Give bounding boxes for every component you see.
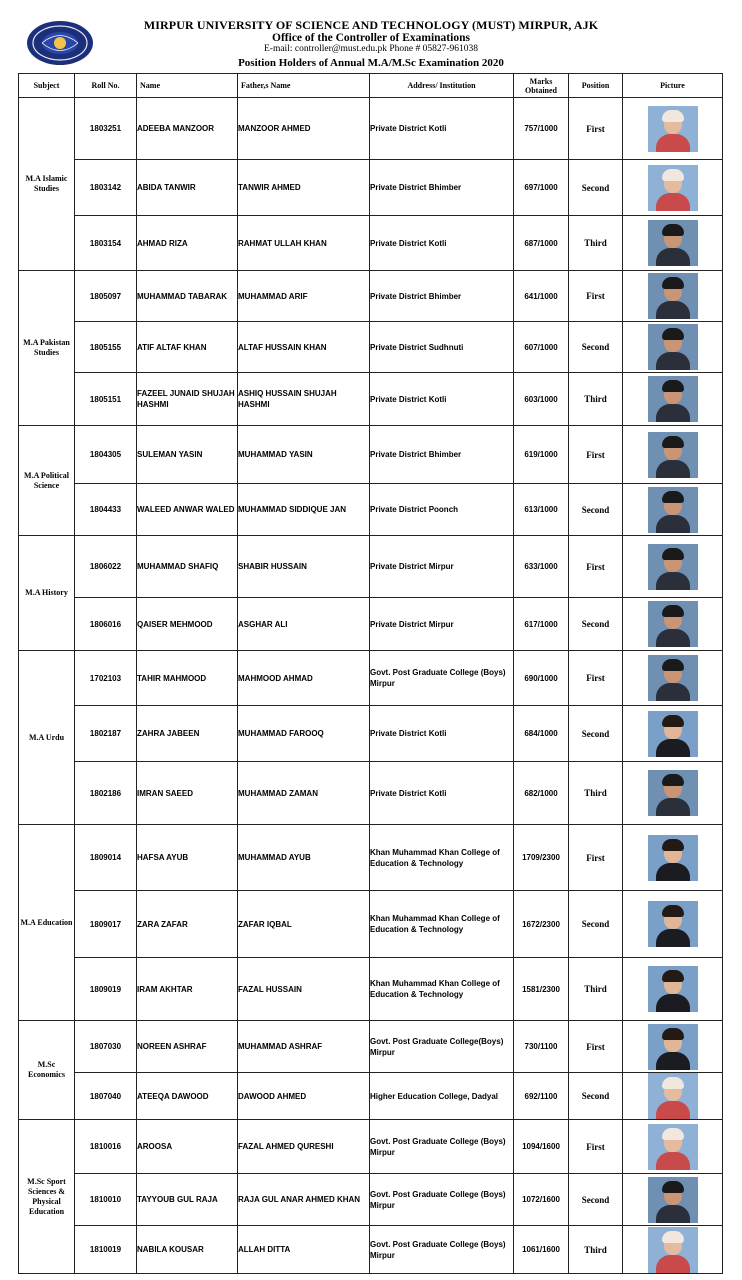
marks-cell: 682/1000 <box>514 762 569 825</box>
subject-cell: M.Sc Sport Sciences & Physical Education <box>19 1120 75 1274</box>
col-header-address: Address/ Institution <box>370 74 514 98</box>
roll-cell: 1810019 <box>75 1226 137 1274</box>
father-name-cell: MANZOOR AHMED <box>238 98 370 160</box>
table-row <box>19 825 723 891</box>
marks-cell: 730/1100 <box>514 1021 569 1073</box>
father-name-cell: FAZAL HUSSAIN <box>238 958 370 1021</box>
name-cell: MUHAMMAD SHAFIQ <box>137 536 238 598</box>
table-row <box>19 1073 723 1120</box>
contact-info: E-mail: controller@must.edu.pk Phone # 05827-961038 <box>263 44 479 54</box>
photo-male <box>648 1177 698 1223</box>
father-name-cell: RAHMAT ULLAH KHAN <box>238 216 370 271</box>
table-row <box>19 706 723 762</box>
position-cell: Second <box>569 1073 623 1120</box>
father-name-cell: MUHAMMAD FAROOQ <box>238 706 370 762</box>
roll-cell: 1810016 <box>75 1120 137 1174</box>
position-cell: First <box>569 1120 623 1174</box>
father-name-cell: ASGHAR ALI <box>238 598 370 651</box>
name-cell: ADEEBA MANZOOR <box>137 98 238 160</box>
table-row <box>19 1226 723 1274</box>
picture-cell <box>623 426 723 484</box>
picture-cell <box>623 160 723 216</box>
col-header-roll: Roll No. <box>75 74 137 98</box>
address-cell: Private District Kotli <box>370 98 514 160</box>
marks-cell: 633/1000 <box>514 536 569 598</box>
table-row <box>19 598 723 651</box>
father-name-cell: TANWIR AHMED <box>238 160 370 216</box>
picture-cell <box>623 373 723 426</box>
subject-cell: M.A Education <box>19 825 75 1021</box>
picture-cell <box>623 825 723 891</box>
address-cell: Private District Kotli <box>370 706 514 762</box>
name-cell: TAYYOUB GUL RAJA <box>137 1174 238 1226</box>
roll-cell: 1807040 <box>75 1073 137 1120</box>
address-cell: Govt. Post Graduate College(Boys) Mirpur <box>370 1021 514 1073</box>
address-cell: Private District Poonch <box>370 484 514 536</box>
picture-cell <box>623 536 723 598</box>
name-cell: NOREEN ASHRAF <box>137 1021 238 1073</box>
marks-cell: 617/1000 <box>514 598 569 651</box>
table-row <box>19 1174 723 1226</box>
address-cell: Private District Mirpur <box>370 598 514 651</box>
col-header-subject: Subject <box>19 74 75 98</box>
name-cell: AHMAD RIZA <box>137 216 238 271</box>
marks-cell: 1709/2300 <box>514 825 569 891</box>
photo-male <box>648 655 698 701</box>
col-header-position: Position <box>569 74 623 98</box>
photo-female <box>648 835 698 881</box>
picture-cell <box>623 1073 723 1120</box>
address-cell: Private District Bhimber <box>370 160 514 216</box>
marks-cell: 1094/1600 <box>514 1120 569 1174</box>
roll-cell: 1806022 <box>75 536 137 598</box>
subject-cell: M.A Urdu <box>19 651 75 825</box>
table-row <box>19 484 723 536</box>
address-cell: Govt. Post Graduate College (Boys) Mirpur <box>370 651 514 706</box>
position-cell: Second <box>569 598 623 651</box>
roll-cell: 1810010 <box>75 1174 137 1226</box>
father-name-cell: ZAFAR IQBAL <box>238 891 370 958</box>
position-cell: Second <box>569 484 623 536</box>
name-cell: HAFSA AYUB <box>137 825 238 891</box>
col-header-name: Name <box>137 74 238 98</box>
roll-cell: 1702103 <box>75 651 137 706</box>
table-row <box>19 426 723 484</box>
picture-cell <box>623 1226 723 1274</box>
office-name: Office of the Controller of Examinations <box>272 32 470 44</box>
document-title: Position Holders of Annual M.A/M.Sc Examination 2020 <box>238 57 504 69</box>
table-row <box>19 373 723 426</box>
marks-cell: 641/1000 <box>514 271 569 322</box>
photo-male <box>648 273 698 319</box>
photo-male <box>648 432 698 478</box>
marks-cell: 684/1000 <box>514 706 569 762</box>
name-cell: QAISER MEHMOOD <box>137 598 238 651</box>
position-cell: Third <box>569 958 623 1021</box>
name-cell: SULEMAN YASIN <box>137 426 238 484</box>
photo-female <box>648 966 698 1012</box>
subject-cell: M.A Pakistan Studies <box>19 271 75 426</box>
col-header-marks: Marks Obtained <box>514 74 569 98</box>
photo-male <box>648 770 698 816</box>
position-holders-table <box>18 73 723 1274</box>
position-cell: First <box>569 825 623 891</box>
photo-male <box>648 324 698 370</box>
position-cell: Second <box>569 160 623 216</box>
name-cell: ZAHRA JABEEN <box>137 706 238 762</box>
father-name-cell: SHABIR HUSSAIN <box>238 536 370 598</box>
picture-cell <box>623 958 723 1021</box>
picture-cell <box>623 598 723 651</box>
table-row <box>19 536 723 598</box>
picture-cell <box>623 1174 723 1226</box>
father-name-cell: FAZAL AHMED QURESHI <box>238 1120 370 1174</box>
father-name-cell: ALTAF HUSSAIN KHAN <box>238 322 370 373</box>
table-row <box>19 1021 723 1073</box>
roll-cell: 1809014 <box>75 825 137 891</box>
table-row <box>19 1120 723 1174</box>
table-row <box>19 762 723 825</box>
marks-cell: 687/1000 <box>514 216 569 271</box>
name-cell: ZARA ZAFAR <box>137 891 238 958</box>
position-cell: First <box>569 271 623 322</box>
photo-female <box>648 1024 698 1070</box>
father-name-cell: MUHAMMAD ZAMAN <box>238 762 370 825</box>
position-cell: First <box>569 98 623 160</box>
subject-cell: M.A Islamic Studies <box>19 98 75 271</box>
table-header-row <box>19 74 723 98</box>
photo-male <box>648 487 698 533</box>
photo-female-hijab <box>648 106 698 152</box>
father-name-cell: MUHAMMAD ARIF <box>238 271 370 322</box>
roll-cell: 1802187 <box>75 706 137 762</box>
col-header-picture: Picture <box>623 74 723 98</box>
name-cell: MUHAMMAD TABARAK <box>137 271 238 322</box>
roll-cell: 1805151 <box>75 373 137 426</box>
address-cell: Khan Muhammad Khan College of Education & Technology <box>370 825 514 891</box>
photo-female <box>648 901 698 947</box>
marks-cell: 619/1000 <box>514 426 569 484</box>
name-cell: ATIF ALTAF KHAN <box>137 322 238 373</box>
marks-cell: 1061/1600 <box>514 1226 569 1274</box>
father-name-cell: MUHAMMAD YASIN <box>238 426 370 484</box>
roll-cell: 1809019 <box>75 958 137 1021</box>
name-cell: IMRAN SAEED <box>137 762 238 825</box>
position-cell: Second <box>569 322 623 373</box>
table-body <box>19 98 723 1274</box>
name-cell: WALEED ANWAR WALED <box>137 484 238 536</box>
marks-cell: 607/1000 <box>514 322 569 373</box>
table-row <box>19 891 723 958</box>
father-name-cell: MUHAMMAD ASHRAF <box>238 1021 370 1073</box>
marks-cell: 690/1000 <box>514 651 569 706</box>
table-row <box>19 958 723 1021</box>
name-cell: AROOSA <box>137 1120 238 1174</box>
address-cell: Private District Bhimber <box>370 426 514 484</box>
address-cell: Private District Sudhnuti <box>370 322 514 373</box>
position-cell: First <box>569 426 623 484</box>
roll-cell: 1804433 <box>75 484 137 536</box>
address-cell: Private District Kotli <box>370 762 514 825</box>
position-cell: Second <box>569 891 623 958</box>
marks-cell: 1072/1600 <box>514 1174 569 1226</box>
university-name: MIRPUR UNIVERSITY OF SCIENCE AND TECHNOLOGY (MUST) MIRPUR, AJK <box>143 18 599 32</box>
table-row <box>19 216 723 271</box>
address-cell: Private District Kotli <box>370 373 514 426</box>
position-cell: Second <box>569 1174 623 1226</box>
father-name-cell: ASHIQ HUSSAIN SHUJAH HASHMI <box>238 373 370 426</box>
picture-cell <box>623 271 723 322</box>
name-cell: TAHIR MAHMOOD <box>137 651 238 706</box>
address-cell: Private District Mirpur <box>370 536 514 598</box>
address-cell: Khan Muhammad Khan College of Education & Technology <box>370 891 514 958</box>
father-name-cell: MAHMOOD AHMAD <box>238 651 370 706</box>
picture-cell <box>623 891 723 958</box>
name-cell: FAZEEL JUNAID SHUJAH HASHMI <box>137 373 238 426</box>
position-cell: First <box>569 536 623 598</box>
photo-female-hijab <box>648 165 698 211</box>
picture-cell <box>623 706 723 762</box>
father-name-cell: ALLAH DITTA <box>238 1226 370 1274</box>
roll-cell: 1804305 <box>75 426 137 484</box>
address-cell: Govt. Post Graduate College (Boys) Mirpur <box>370 1120 514 1174</box>
roll-cell: 1803251 <box>75 98 137 160</box>
name-cell: NABILA KOUSAR <box>137 1226 238 1274</box>
roll-cell: 1806016 <box>75 598 137 651</box>
address-cell: Higher Education College, Dadyal <box>370 1073 514 1120</box>
roll-cell: 1805097 <box>75 271 137 322</box>
position-cell: First <box>569 651 623 706</box>
name-cell: ATEEQA DAWOOD <box>137 1073 238 1120</box>
picture-cell <box>623 1021 723 1073</box>
marks-cell: 692/1100 <box>514 1073 569 1120</box>
position-cell: Second <box>569 706 623 762</box>
subject-cell: M.A History <box>19 536 75 651</box>
table-row <box>19 651 723 706</box>
col-header-father: Father,s Name <box>238 74 370 98</box>
address-cell: Khan Muhammad Khan College of Education & Technology <box>370 958 514 1021</box>
table-row <box>19 160 723 216</box>
photo-male <box>648 544 698 590</box>
roll-cell: 1802186 <box>75 762 137 825</box>
marks-cell: 1672/2300 <box>514 891 569 958</box>
position-cell: Third <box>569 762 623 825</box>
table-row <box>19 322 723 373</box>
subject-cell: M.Sc Economics <box>19 1021 75 1120</box>
roll-cell: 1807030 <box>75 1021 137 1073</box>
marks-cell: 697/1000 <box>514 160 569 216</box>
father-name-cell: MUHAMMAD SIDDIQUE JAN <box>238 484 370 536</box>
name-cell: IRAM AKHTAR <box>137 958 238 1021</box>
photo-male <box>648 220 698 266</box>
picture-cell <box>623 484 723 536</box>
position-cell: Third <box>569 216 623 271</box>
position-cell: Third <box>569 1226 623 1274</box>
marks-cell: 613/1000 <box>514 484 569 536</box>
address-cell: Govt. Post Graduate College (Boys) Mirpur <box>370 1226 514 1274</box>
subject-cell: M.A Political Science <box>19 426 75 536</box>
photo-male <box>648 601 698 647</box>
position-cell: Third <box>569 373 623 426</box>
picture-cell <box>623 98 723 160</box>
roll-cell: 1809017 <box>75 891 137 958</box>
picture-cell <box>623 322 723 373</box>
roll-cell: 1803142 <box>75 160 137 216</box>
address-cell: Private District Bhimber <box>370 271 514 322</box>
photo-female <box>648 711 698 757</box>
marks-cell: 1581/2300 <box>514 958 569 1021</box>
photo-female-hijab <box>648 1227 698 1273</box>
picture-cell <box>623 1120 723 1174</box>
address-cell: Govt. Post Graduate College (Boys) Mirpur <box>370 1174 514 1226</box>
father-name-cell: MUHAMMAD AYUB <box>238 825 370 891</box>
table-row <box>19 271 723 322</box>
roll-cell: 1803154 <box>75 216 137 271</box>
table-row <box>19 98 723 160</box>
name-cell: ABIDA TANWIR <box>137 160 238 216</box>
position-cell: First <box>569 1021 623 1073</box>
father-name-cell: DAWOOD AHMED <box>238 1073 370 1120</box>
picture-cell <box>623 651 723 706</box>
photo-female-hijab <box>648 1124 698 1170</box>
father-name-cell: RAJA GUL ANAR AHMED KHAN <box>238 1174 370 1226</box>
photo-male <box>648 376 698 422</box>
marks-cell: 603/1000 <box>514 373 569 426</box>
address-cell: Private District Kotli <box>370 216 514 271</box>
picture-cell <box>623 762 723 825</box>
marks-cell: 757/1000 <box>514 98 569 160</box>
roll-cell: 1805155 <box>75 322 137 373</box>
picture-cell <box>623 216 723 271</box>
photo-female-hijab <box>648 1073 698 1119</box>
